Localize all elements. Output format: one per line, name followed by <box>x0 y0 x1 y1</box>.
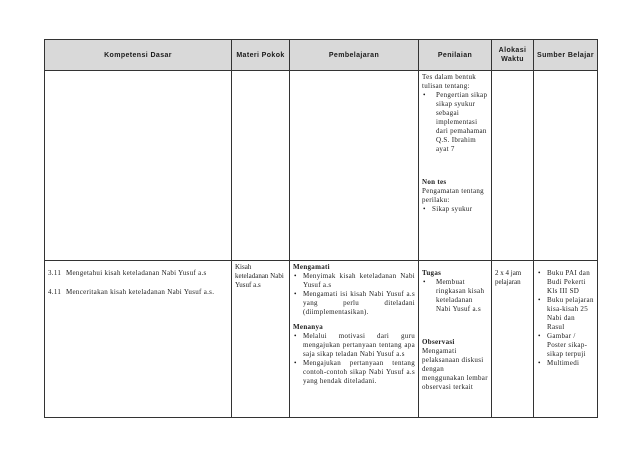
observasi-text: Mengamati pelaksanaan diskusi dengan menggunakan lembar observasi terkait <box>422 347 488 391</box>
penilaian-item: • Pengertian sikap sikap syukur sebagai implementasi dari pemahaman Q.S. Ibrahim ayat 7 <box>422 91 488 154</box>
kd-number: 4.11 <box>48 288 62 296</box>
cell-alokasi-empty <box>492 71 534 261</box>
penilaian-list <box>422 91 488 154</box>
list-item: • Mengamati isi kisah Nabi Yusuf a.s yang perlu diteladani (diimplementasikan). <box>293 290 415 317</box>
cell-penilaian <box>419 71 492 261</box>
header-alokasi-waktu: Alokasi Waktu <box>492 40 534 71</box>
cell-kd <box>45 261 232 418</box>
nontes-list <box>422 205 488 214</box>
header-materi-pokok: Materi Pokok <box>232 40 290 71</box>
cell-kd-empty <box>45 71 232 261</box>
syllabus-table <box>44 39 598 418</box>
cell-pembelajaran-empty <box>290 71 419 261</box>
list-item: • Multimedi <box>537 359 594 368</box>
menanya-list <box>293 332 415 386</box>
list-item: • Mengajukan pertanyaan tentang contoh-contoh sikap Nabi Yusuf a.s yang hendak diteladani. <box>293 359 415 386</box>
cell-sumber-empty <box>534 71 598 261</box>
cell-materi: Kisah keteladanan Nabi Yusuf a.s <box>232 261 290 418</box>
list-item: • Buku PAI dan Budi Pekerti Kls III SD <box>537 269 594 296</box>
nontes-item: • Sikap syukur <box>422 205 488 214</box>
header-row <box>45 40 598 71</box>
cell-sumber <box>534 261 598 418</box>
penilaian-intro: Tes dalam bentuk tulisan tentang: <box>422 73 477 90</box>
list-item: • Menyimak kisah keteladanan Nabi Yusuf a.s <box>293 272 415 290</box>
observasi-title: Observasi <box>422 338 455 346</box>
tugas-title: Tugas <box>422 269 442 277</box>
kd-item <box>48 269 228 278</box>
nontes-intro: Pengamatan tentang perilaku: <box>422 187 484 204</box>
header-penilaian: Penilaian <box>419 40 492 71</box>
syllabus-table-page <box>44 39 597 410</box>
header-sumber-belajar: Sumber Belajar <box>534 40 598 71</box>
mengamati-title: Mengamati <box>293 263 330 271</box>
mengamati-list <box>293 272 415 317</box>
kd-item <box>48 288 228 297</box>
cell-pembelajaran <box>290 261 419 418</box>
kd-number: 3.11 <box>48 269 62 277</box>
menanya-title: Menanya <box>293 323 324 331</box>
kd-text: Mengetahui kisah keteladanan Nabi Yusuf a.s <box>66 269 207 277</box>
header-kompetensi-dasar: Kompetensi Dasar <box>45 40 232 71</box>
header-pembelajaran: Pembelajaran <box>290 40 419 71</box>
cell-penilaian-2 <box>419 261 492 418</box>
list-item: • Gambar / Poster sikap-sikap terpuji <box>537 332 594 359</box>
cell-materi-empty <box>232 71 290 261</box>
list-item: • Melalui motivasi dari guru mengajukan pertanyaan tentang apa saja sikap teladan Nabi Yusuf a.s <box>293 332 415 359</box>
table-row <box>45 261 598 418</box>
nontes-title: Non tes <box>422 178 447 186</box>
alokasi-text: 2 x 4 jam pelajaran <box>495 269 522 286</box>
sumber-list <box>537 269 594 368</box>
cell-alokasi <box>492 261 534 418</box>
tugas-list <box>422 278 488 314</box>
table-row <box>45 71 598 261</box>
kd-text: Menceritakan kisah keteladanan Nabi Yusuf a.s. <box>66 288 215 296</box>
tugas-item: • Membuat ringkasan kisah keteladanan Nabi Yusuf a.s <box>422 278 488 314</box>
list-item: • Buku pelajaran kisa-kisah 25 Nabi dan Rasul <box>537 296 594 332</box>
